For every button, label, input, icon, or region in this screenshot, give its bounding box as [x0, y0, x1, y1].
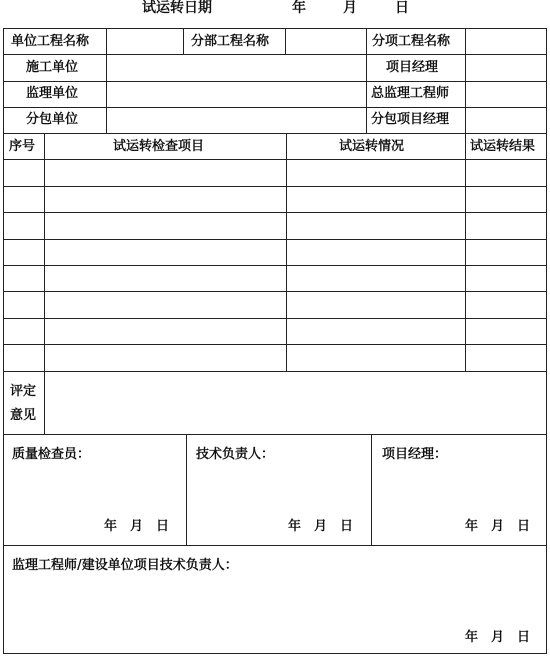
supervisor-label: 监理工程师/建设单位项目技术负责人： — [12, 558, 238, 573]
divider — [3, 434, 547, 435]
divider — [3, 545, 547, 546]
division-project-label: 分部工程名称 — [191, 34, 270, 49]
project-manager-label: 项目经理 — [386, 60, 439, 75]
subitem-project-label: 分项工程名称 — [372, 34, 451, 49]
divider — [371, 434, 372, 545]
col-status-header: 试运转情况 — [339, 139, 405, 154]
divider — [44, 133, 45, 434]
divider — [183, 28, 184, 55]
quality-inspector-date: 年 月 日 — [104, 519, 170, 534]
title-day: 日 — [395, 0, 409, 16]
col-result-header: 试运转结果 — [470, 139, 536, 154]
divider — [286, 133, 287, 371]
quality-inspector-label: 质量检查员： — [12, 447, 91, 462]
chief-supervisor-label: 总监理工程师 — [371, 86, 450, 101]
subcontract-unit-label: 分包单位 — [26, 112, 79, 127]
tech-lead-label: 技术负责人： — [196, 447, 275, 462]
unit-project-label: 单位工程名称 — [11, 34, 90, 49]
divider — [465, 28, 466, 133]
supervisor-date: 年 月 日 — [465, 630, 531, 645]
supervision-unit-label: 监理单位 — [26, 86, 79, 101]
divider — [465, 133, 466, 371]
evaluation-label-1: 评定 — [10, 384, 37, 399]
divider — [366, 28, 367, 133]
evaluation-label-2: 意见 — [10, 408, 37, 423]
test-run-date-title: 试运转日期 — [142, 0, 212, 16]
table-row — [3, 371, 547, 372]
col-seq-header: 序号 — [9, 139, 36, 154]
divider — [186, 434, 187, 545]
title-month: 月 — [343, 0, 357, 16]
project-manager-date: 年 月 日 — [465, 519, 531, 534]
title-year: 年 — [292, 0, 306, 16]
divider — [285, 28, 286, 55]
divider — [106, 28, 107, 133]
project-manager-sign-label: 项目经理： — [382, 447, 448, 462]
col-item-header: 试运转检查项目 — [113, 139, 205, 154]
construction-unit-label: 施工单位 — [26, 60, 79, 75]
tech-lead-date: 年 月 日 — [288, 519, 354, 534]
subcontract-manager-label: 分包项目经理 — [371, 112, 450, 127]
